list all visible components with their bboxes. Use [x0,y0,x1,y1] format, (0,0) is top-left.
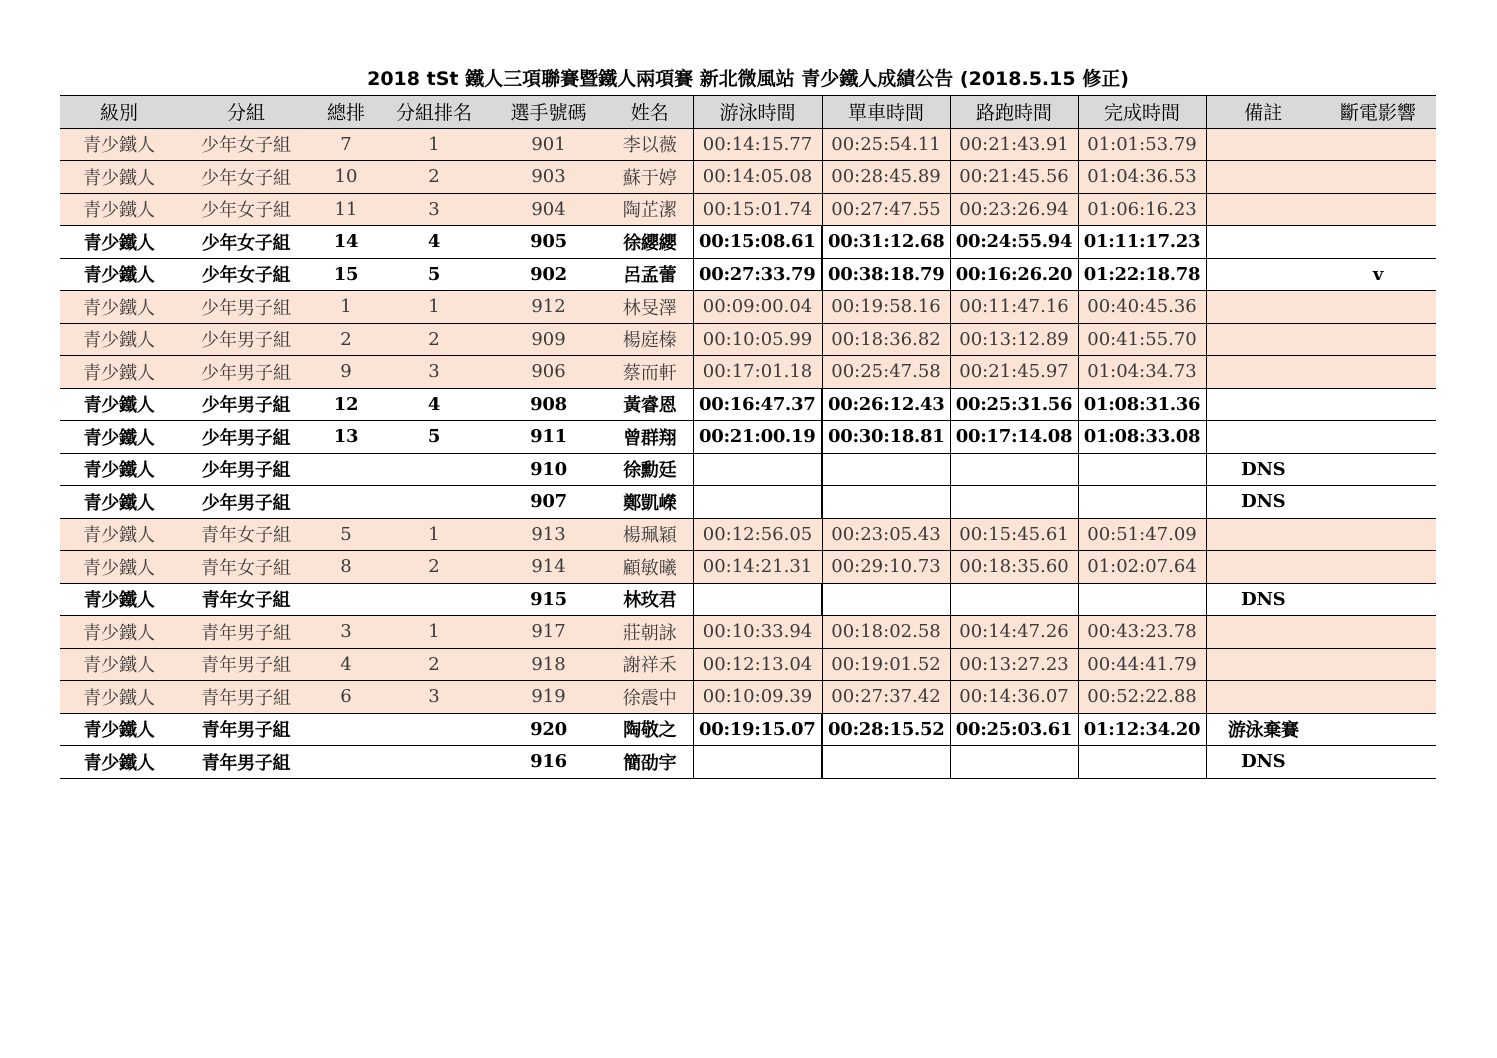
cell-run-time: 00:21:45.56 [950,161,1078,194]
column-header-finish-time: 完成時間 [1078,96,1206,129]
cell-swim-time: 00:10:33.94 [693,616,822,649]
column-header-swim-time: 游泳時間 [693,96,822,129]
cell-remarks [1206,226,1320,259]
cell-bib-number: 920 [490,713,607,746]
cell-bib-number: 906 [490,356,607,389]
cell-remarks [1206,518,1320,551]
column-header-power-outage: 斷電影響 [1320,96,1436,129]
cell-overall-rank: 8 [314,551,378,584]
cell-swim-time: 00:15:01.74 [693,193,822,226]
cell-run-time: 00:18:35.60 [950,551,1078,584]
cell-run-time: 00:25:31.56 [950,388,1078,421]
cell-overall-rank: 5 [314,518,378,551]
cell-finish-time [1078,583,1206,616]
cell-bike-time [822,486,950,519]
cell-run-time: 00:25:03.61 [950,713,1078,746]
table-row [60,518,1436,551]
cell-finish-time [1078,486,1206,519]
cell-power-outage [1320,583,1436,616]
cell-bib-number: 914 [490,551,607,584]
cell-remarks: 游泳棄賽 [1206,713,1320,746]
cell-run-time [950,746,1078,779]
cell-bike-time: 00:30:18.81 [822,421,950,454]
cell-name: 楊珮穎 [607,518,693,551]
cell-bib-number: 908 [490,388,607,421]
cell-finish-time: 01:22:18.78 [1078,258,1206,291]
cell-power-outage [1320,356,1436,389]
cell-division: 青年男子組 [178,616,314,649]
cell-level: 青少鐵人 [60,226,178,259]
cell-remarks [1206,616,1320,649]
cell-bike-time: 00:25:54.11 [822,128,950,161]
cell-finish-time: 00:44:41.79 [1078,648,1206,681]
cell-power-outage [1320,388,1436,421]
cell-division-rank: 1 [378,616,490,649]
cell-overall-rank: 3 [314,616,378,649]
cell-run-time: 00:14:47.26 [950,616,1078,649]
cell-finish-time: 01:04:34.73 [1078,356,1206,389]
table-row [60,486,1436,519]
cell-level: 青少鐵人 [60,388,178,421]
cell-run-time: 00:15:45.61 [950,518,1078,551]
cell-run-time [950,453,1078,486]
cell-finish-time: 00:52:22.88 [1078,681,1206,714]
cell-power-outage [1320,616,1436,649]
cell-level: 青少鐵人 [60,583,178,616]
cell-name: 顧敏曦 [607,551,693,584]
cell-division-rank: 1 [378,518,490,551]
cell-finish-time: 01:04:36.53 [1078,161,1206,194]
cell-bike-time [822,746,950,779]
cell-remarks: DNS [1206,583,1320,616]
cell-division: 少年男子組 [178,453,314,486]
cell-division-rank: 5 [378,421,490,454]
table-row [60,128,1436,161]
cell-division-rank [378,746,490,779]
table-row [60,193,1436,226]
cell-division-rank: 1 [378,291,490,324]
cell-power-outage [1320,193,1436,226]
cell-swim-time: 00:21:00.19 [693,421,822,454]
cell-finish-time: 01:02:07.64 [1078,551,1206,584]
cell-power-outage [1320,486,1436,519]
cell-finish-time: 01:12:34.20 [1078,713,1206,746]
results-body [60,128,1436,778]
cell-run-time: 00:13:12.89 [950,323,1078,356]
column-header-bib-number: 選手號碼 [490,96,607,129]
table-row [60,713,1436,746]
cell-bib-number: 910 [490,453,607,486]
cell-bike-time: 00:38:18.79 [822,258,950,291]
cell-bib-number: 916 [490,746,607,779]
cell-overall-rank: 15 [314,258,378,291]
cell-swim-time: 00:14:21.31 [693,551,822,584]
cell-level: 青少鐵人 [60,713,178,746]
cell-swim-time [693,583,822,616]
cell-overall-rank: 9 [314,356,378,389]
cell-overall-rank: 7 [314,128,378,161]
cell-swim-time: 00:17:01.18 [693,356,822,389]
cell-swim-time: 00:14:15.77 [693,128,822,161]
cell-name: 謝祥禾 [607,648,693,681]
cell-division-rank: 5 [378,258,490,291]
cell-level: 青少鐵人 [60,681,178,714]
cell-power-outage [1320,226,1436,259]
column-header-overall-rank: 總排 [314,96,378,129]
cell-power-outage [1320,681,1436,714]
column-header-division: 分組 [178,96,314,129]
cell-swim-time: 00:15:08.61 [693,226,822,259]
cell-name: 徐震中 [607,681,693,714]
cell-run-time: 00:11:47.16 [950,291,1078,324]
cell-division: 青年男子組 [178,746,314,779]
cell-power-outage [1320,648,1436,681]
cell-overall-rank [314,583,378,616]
cell-remarks [1206,356,1320,389]
cell-bib-number: 901 [490,128,607,161]
cell-run-time: 00:21:43.91 [950,128,1078,161]
cell-bib-number: 912 [490,291,607,324]
cell-remarks: DNS [1206,453,1320,486]
cell-remarks [1206,551,1320,584]
cell-division-rank: 1 [378,128,490,161]
cell-bike-time: 00:26:12.43 [822,388,950,421]
cell-name: 林旻澤 [607,291,693,324]
cell-bib-number: 918 [490,648,607,681]
cell-bike-time: 00:28:45.89 [822,161,950,194]
cell-swim-time: 00:12:13.04 [693,648,822,681]
cell-bib-number: 905 [490,226,607,259]
cell-name: 楊庭榛 [607,323,693,356]
cell-level: 青少鐵人 [60,193,178,226]
cell-power-outage [1320,323,1436,356]
cell-remarks [1206,128,1320,161]
cell-level: 青少鐵人 [60,648,178,681]
cell-division-rank: 3 [378,681,490,714]
cell-overall-rank [314,486,378,519]
cell-bike-time: 00:19:01.52 [822,648,950,681]
cell-swim-time: 00:10:05.99 [693,323,822,356]
cell-overall-rank [314,746,378,779]
cell-overall-rank [314,713,378,746]
cell-remarks [1206,323,1320,356]
cell-bike-time: 00:29:10.73 [822,551,950,584]
results-table [60,95,1436,779]
cell-division: 青年女子組 [178,583,314,616]
header-row [60,96,1436,129]
cell-bike-time: 00:25:47.58 [822,356,950,389]
cell-remarks: DNS [1206,486,1320,519]
cell-bib-number: 904 [490,193,607,226]
cell-name: 林玫君 [607,583,693,616]
cell-name: 黃睿恩 [607,388,693,421]
cell-finish-time: 01:06:16.23 [1078,193,1206,226]
cell-run-time: 00:21:45.97 [950,356,1078,389]
table-row [60,453,1436,486]
cell-division-rank: 3 [378,356,490,389]
table-row [60,421,1436,454]
cell-level: 青少鐵人 [60,161,178,194]
cell-division: 少年男子組 [178,388,314,421]
cell-power-outage [1320,518,1436,551]
cell-division: 少年女子組 [178,258,314,291]
cell-overall-rank: 13 [314,421,378,454]
cell-name: 李以薇 [607,128,693,161]
cell-bike-time: 00:27:37.42 [822,681,950,714]
cell-swim-time: 00:10:09.39 [693,681,822,714]
column-header-name: 姓名 [607,96,693,129]
cell-power-outage [1320,453,1436,486]
cell-name: 陶芷潔 [607,193,693,226]
cell-level: 青少鐵人 [60,453,178,486]
cell-division: 少年女子組 [178,161,314,194]
cell-division: 少年男子組 [178,421,314,454]
table-row [60,323,1436,356]
cell-division-rank [378,453,490,486]
cell-run-time: 00:23:26.94 [950,193,1078,226]
cell-bib-number: 911 [490,421,607,454]
cell-run-time: 00:13:27.23 [950,648,1078,681]
cell-finish-time: 00:40:45.36 [1078,291,1206,324]
cell-level: 青少鐵人 [60,128,178,161]
cell-overall-rank: 14 [314,226,378,259]
cell-power-outage [1320,291,1436,324]
cell-bike-time: 00:23:05.43 [822,518,950,551]
cell-run-time: 00:16:26.20 [950,258,1078,291]
cell-bike-time: 00:28:15.52 [822,713,950,746]
cell-division-rank: 2 [378,648,490,681]
cell-bike-time: 00:19:58.16 [822,291,950,324]
column-header-run-time: 路跑時間 [950,96,1078,129]
cell-division: 少年女子組 [178,226,314,259]
table-row [60,551,1436,584]
cell-level: 青少鐵人 [60,746,178,779]
cell-overall-rank: 11 [314,193,378,226]
cell-finish-time: 01:01:53.79 [1078,128,1206,161]
cell-swim-time: 00:09:00.04 [693,291,822,324]
cell-remarks [1206,258,1320,291]
cell-run-time: 00:14:36.07 [950,681,1078,714]
cell-bike-time: 00:27:47.55 [822,193,950,226]
cell-division-rank: 2 [378,161,490,194]
cell-division-rank: 2 [378,323,490,356]
cell-power-outage [1320,746,1436,779]
cell-finish-time [1078,746,1206,779]
cell-division: 少年男子組 [178,486,314,519]
cell-bike-time: 00:31:12.68 [822,226,950,259]
cell-bike-time [822,453,950,486]
cell-division: 少年男子組 [178,291,314,324]
cell-division-rank [378,713,490,746]
cell-finish-time: 00:43:23.78 [1078,616,1206,649]
cell-level: 青少鐵人 [60,356,178,389]
cell-remarks [1206,291,1320,324]
cell-finish-time [1078,453,1206,486]
cell-swim-time [693,486,822,519]
cell-division: 少年女子組 [178,128,314,161]
cell-bib-number: 919 [490,681,607,714]
cell-level: 青少鐵人 [60,323,178,356]
cell-bib-number: 917 [490,616,607,649]
cell-name: 莊朝詠 [607,616,693,649]
table-row [60,291,1436,324]
cell-finish-time: 01:11:17.23 [1078,226,1206,259]
cell-division: 青年男子組 [178,648,314,681]
table-row [60,616,1436,649]
cell-division-rank: 3 [378,193,490,226]
cell-division: 青年男子組 [178,681,314,714]
cell-bib-number: 907 [490,486,607,519]
cell-remarks [1206,648,1320,681]
cell-bike-time: 00:18:02.58 [822,616,950,649]
cell-bib-number: 913 [490,518,607,551]
table-row [60,161,1436,194]
cell-level: 青少鐵人 [60,486,178,519]
table-row [60,388,1436,421]
cell-bib-number: 909 [490,323,607,356]
cell-bib-number: 902 [490,258,607,291]
table-row [60,648,1436,681]
cell-swim-time: 00:12:56.05 [693,518,822,551]
cell-overall-rank: 2 [314,323,378,356]
cell-swim-time [693,453,822,486]
cell-name: 蔡而軒 [607,356,693,389]
cell-run-time [950,486,1078,519]
cell-name: 徐纓纓 [607,226,693,259]
cell-division: 少年女子組 [178,193,314,226]
cell-division-rank [378,583,490,616]
cell-level: 青少鐵人 [60,258,178,291]
cell-swim-time: 00:16:47.37 [693,388,822,421]
cell-name: 呂孟蕾 [607,258,693,291]
cell-remarks [1206,161,1320,194]
cell-remarks [1206,681,1320,714]
column-header-division-rank: 分組排名 [378,96,490,129]
table-row [60,258,1436,291]
cell-overall-rank: 10 [314,161,378,194]
cell-division-rank: 4 [378,226,490,259]
table-row [60,356,1436,389]
cell-power-outage: v [1320,258,1436,291]
table-row [60,583,1436,616]
cell-remarks [1206,193,1320,226]
cell-overall-rank: 4 [314,648,378,681]
cell-name: 曾群翔 [607,421,693,454]
cell-power-outage [1320,128,1436,161]
cell-swim-time: 00:27:33.79 [693,258,822,291]
cell-level: 青少鐵人 [60,518,178,551]
cell-name: 蘇于婷 [607,161,693,194]
cell-name: 簡劭宇 [607,746,693,779]
cell-level: 青少鐵人 [60,551,178,584]
cell-name: 鄭凱嶸 [607,486,693,519]
cell-overall-rank [314,453,378,486]
cell-swim-time [693,746,822,779]
table-row [60,746,1436,779]
cell-finish-time: 01:08:33.08 [1078,421,1206,454]
cell-swim-time: 00:14:05.08 [693,161,822,194]
cell-power-outage [1320,713,1436,746]
cell-run-time: 00:24:55.94 [950,226,1078,259]
cell-level: 青少鐵人 [60,421,178,454]
cell-division: 青年男子組 [178,713,314,746]
cell-division: 青年女子組 [178,551,314,584]
cell-overall-rank: 12 [314,388,378,421]
cell-run-time [950,583,1078,616]
cell-division: 少年男子組 [178,356,314,389]
cell-overall-rank: 6 [314,681,378,714]
cell-finish-time: 01:08:31.36 [1078,388,1206,421]
cell-bib-number: 903 [490,161,607,194]
table-row [60,226,1436,259]
cell-power-outage [1320,551,1436,584]
column-header-level: 級別 [60,96,178,129]
column-header-bike-time: 單車時間 [822,96,950,129]
cell-division-rank: 4 [378,388,490,421]
cell-division: 少年男子組 [178,323,314,356]
cell-power-outage [1320,421,1436,454]
cell-overall-rank: 1 [314,291,378,324]
cell-swim-time: 00:19:15.07 [693,713,822,746]
cell-name: 陶敬之 [607,713,693,746]
cell-division: 青年女子組 [178,518,314,551]
cell-name: 徐勳廷 [607,453,693,486]
cell-division-rank [378,486,490,519]
cell-run-time: 00:17:14.08 [950,421,1078,454]
cell-remarks: DNS [1206,746,1320,779]
document-title: 2018 tSt 鐵人三項聯賽暨鐵人兩項賽 新北微風站 青少鐵人成績公告 (2018.5.15 修正) [367,68,1129,90]
table-row [60,681,1436,714]
cell-bib-number: 915 [490,583,607,616]
cell-level: 青少鐵人 [60,616,178,649]
cell-remarks [1206,421,1320,454]
cell-power-outage [1320,161,1436,194]
cell-finish-time: 00:51:47.09 [1078,518,1206,551]
column-header-remarks: 備註 [1206,96,1320,129]
cell-bike-time [822,583,950,616]
cell-division-rank: 2 [378,551,490,584]
cell-finish-time: 00:41:55.70 [1078,323,1206,356]
cell-remarks [1206,388,1320,421]
cell-bike-time: 00:18:36.82 [822,323,950,356]
cell-level: 青少鐵人 [60,291,178,324]
